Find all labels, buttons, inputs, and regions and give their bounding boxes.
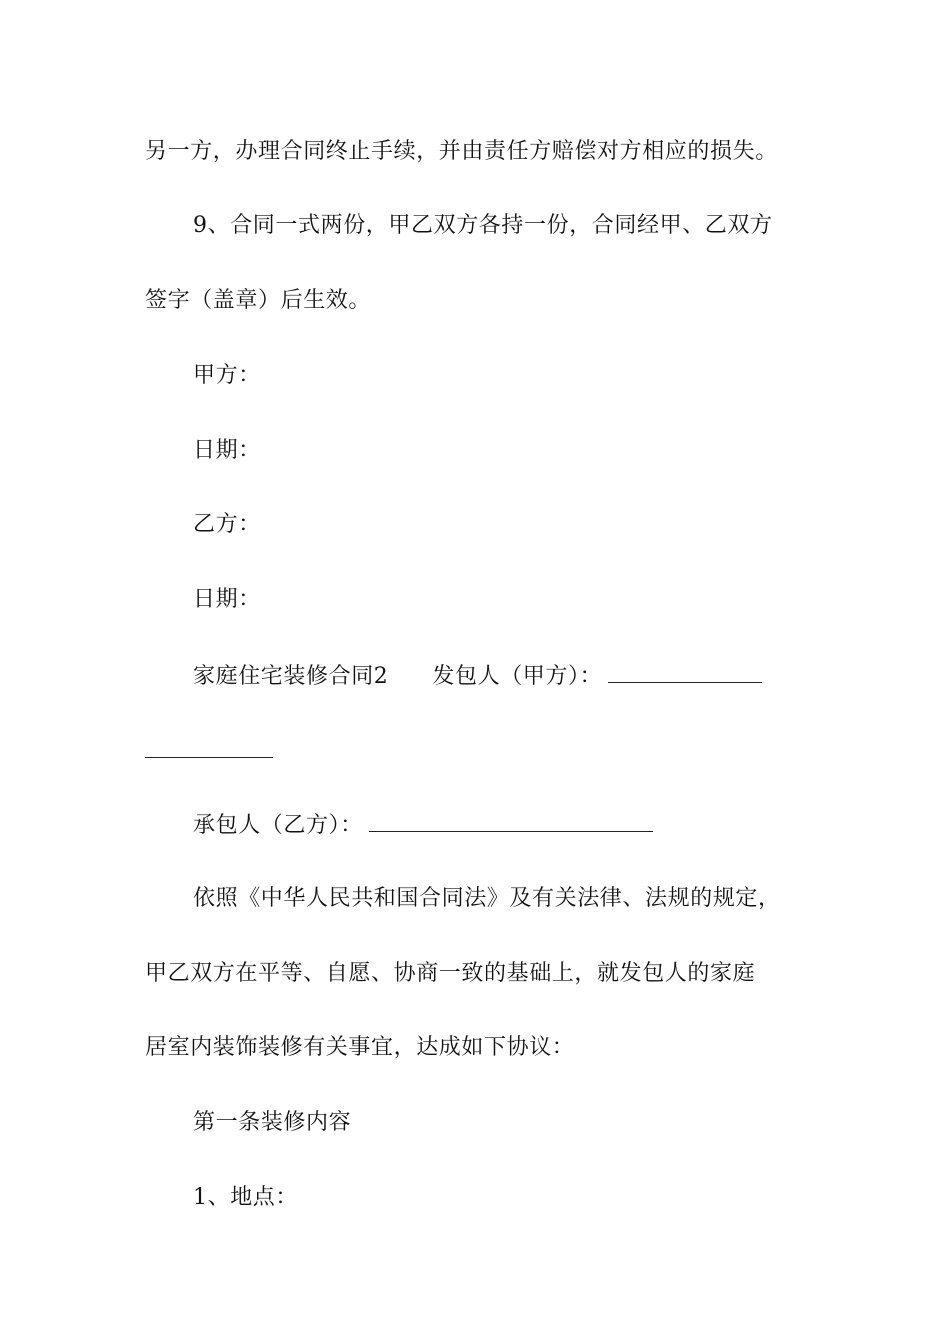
paragraph-line: 签字（盖章）后生效。 <box>145 288 372 313</box>
paragraph-line: 9、合同一式两份，甲乙双方各持一份，合同经甲、乙双方 <box>193 213 773 238</box>
paragraph-line: 依照《中华人民共和国合同法》及有关法律、法规的规定， <box>193 886 781 911</box>
list-item: 1、地点： <box>193 1185 298 1210</box>
employer-label: 发包人（甲方）： <box>432 664 603 689</box>
paragraph-line: 居室内装饰装修有关事宜，达成如下协议： <box>145 1035 575 1060</box>
contract-title: 家庭住宅装修合同2 <box>193 664 389 689</box>
paragraph-line: 另一方，办理合同终止手续，并由责任方赔偿对方相应的损失。 <box>145 139 778 164</box>
date-label: 日期： <box>193 587 261 612</box>
contractor-line <box>193 809 653 841</box>
date-label: 日期： <box>193 438 261 463</box>
contractor-blank-line <box>369 809 653 832</box>
section-heading: 第一条装修内容 <box>193 1110 352 1135</box>
paragraph-line: 甲乙双方在平等、自愿、协商一致的基础上，就发包人的家庭 <box>145 961 756 986</box>
contract-title-line <box>193 660 762 692</box>
party-b-label: 乙方： <box>193 512 261 537</box>
blank-line <box>145 735 273 758</box>
party-a-label: 甲方： <box>193 363 261 388</box>
contractor-label: 承包人（乙方）： <box>193 813 363 838</box>
employer-blank-continuation <box>145 735 273 767</box>
employer-blank-line <box>608 660 762 683</box>
